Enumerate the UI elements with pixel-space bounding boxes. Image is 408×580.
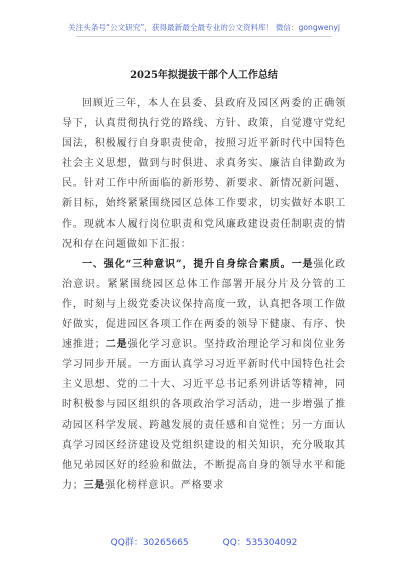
section-1-heading: 一、强化“三种意识”，提升自身综合素质。	[82, 258, 292, 270]
footer-contacts	[0, 535, 408, 548]
document-title: 2025年拟提拔干部个人工作总结	[130, 70, 278, 81]
document-body	[62, 94, 346, 496]
point-1-lead: 一是	[291, 258, 314, 270]
point-2-lead: 二是	[105, 339, 128, 351]
point-2-text: 强化学习意识。坚持政治理论学习和岗位业务学习同步开展。一方面认真学习习近平新时代中国特色社会主义思想、党的二十大、习近平总书记系列讲话等精神，同时积极参与园区组织的各项政治学习活动，进一步增强了推动园区科学发展、跨越发展的责任感和自觉性；另一方面认真学习园区经济建设及党组织建设的相关知识，充分吸取其他兄弟园区好的经验和做法，不断提高自身的领导水平和能力；	[62, 339, 347, 491]
section-1-paragraph	[62, 255, 346, 496]
intro-paragraph: 回顾近三年，本人在县委、县政府及园区两委的正确领导下，认真贯彻执行党的路线、方针、政策，自觉遵守党纪国法，积极履行自身职责使命，按照习近平新时代中国特色社会主义思想，做到与时俱进、求真务实、廉洁自律勤政为民。针对工作中所面临的新形势、新要求、新情况新问题、新目标，始终紧紧围绕园区总体工作要求，切实做好本职工作。现就本人履行岗位职责和党风廉政建设责任制职责的情况和存在问题做如下汇报：	[62, 98, 346, 250]
qq-group-number: QQ群：30265665	[110, 538, 189, 548]
header-divider	[76, 36, 332, 37]
point-3-lead: 三是	[83, 479, 106, 491]
point-1-text: 强化政治意识。紧紧围绕园区总体工作部署开展分片及分管的工作，时刻与上级党委决议保持高度一致，认真把各项工作做好做实，促进园区各项工作在两委的领导下健康、有序、快速推进；	[62, 258, 346, 351]
promo-banner: 关注头条号“公文研究”，获得最新最全最专业的公文资料库！ 微信：gongwenyj	[68, 23, 340, 32]
qq-contact-number: QQ：535304092	[222, 538, 298, 548]
point-3-text: 强化榜样意识。严格要求	[105, 479, 225, 491]
